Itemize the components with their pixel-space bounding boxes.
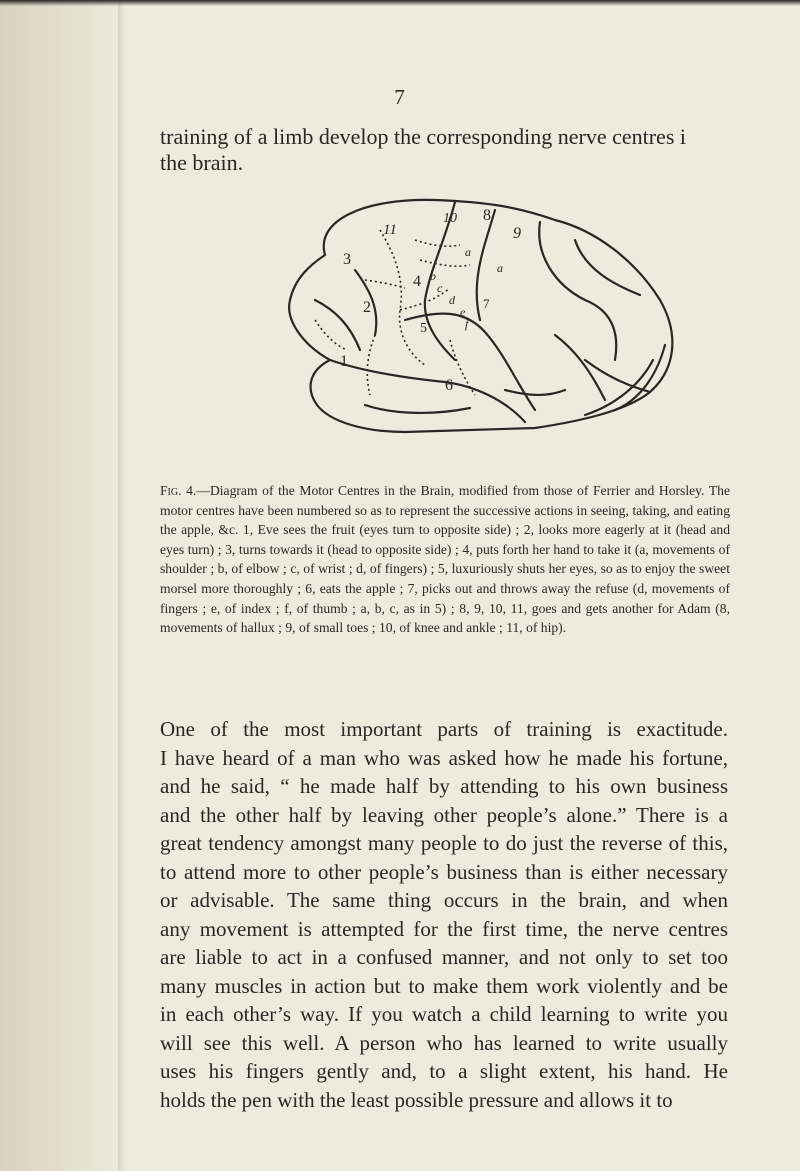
label-8: 8 <box>483 207 491 224</box>
label-10: 10 <box>443 211 457 226</box>
body-line: and he said, “ he made half by attending to his own business <box>160 774 728 798</box>
body-line: holds the pen with the least possible pressure and allows it to <box>160 1087 673 1112</box>
body-line: many muscles in action but to make them work violently and be <box>160 973 728 998</box>
label-a: a <box>465 245 471 259</box>
label-c: c <box>437 281 443 295</box>
caption-label: Fig. 4. <box>160 483 197 498</box>
label-7: 7 <box>483 296 490 311</box>
label-b: b <box>430 269 436 283</box>
body-line: uses his fingers gently and, to a slight extent, his hand. He <box>160 1059 728 1083</box>
body-line: any movement is attempted for the first time, the nerve centres <box>160 916 728 941</box>
body-line: One of the most important parts of training is exactitude. <box>160 717 728 741</box>
page-number: 7 <box>394 85 406 109</box>
label-d: d <box>449 293 455 307</box>
body-line: great tendency amongst many people to do just the reverse of this, <box>160 831 728 855</box>
label-e: e <box>460 305 466 319</box>
label-11: 11 <box>383 222 397 238</box>
page-edge <box>0 0 128 1171</box>
body-line: to attend more to other people’s business than is either necessary <box>160 859 728 884</box>
label-6: 6 <box>445 377 453 394</box>
opening-line-2: the brain. <box>160 150 244 175</box>
top-edge-shadow <box>0 0 800 6</box>
figure-caption <box>160 481 730 638</box>
brain-motor-centres-diagram <box>255 160 685 460</box>
label-f: f <box>465 317 469 331</box>
label-5: 5 <box>420 321 427 336</box>
body-line: I have heard of a man who was asked how he made his fortune, <box>160 745 728 770</box>
label-3: 3 <box>343 251 351 268</box>
spine-shadow <box>118 0 124 1171</box>
opening-line-1: training of a limb develop the corresponding nerve centres i <box>160 124 686 149</box>
caption-text: —Diagram of the Motor Centres in the Brain, modified from those of Ferrier and Horsley. The motor centres have been numbered so as to represent the successive actions in seeing, taking, and eating the apple, &c. 1, Eve sees the fruit (eyes turn to opposite side) ; 2, looks more eagerly at it (head and eyes turn) ; 3, turns towards it (head to opposite side) ; 4, puts forth her hand to take it (a, movements of shoulder ; b, of elbow ; c, of wrist ; d, of fingers) ; 5, luxuriously shuts her eyes, so as to enjoy the sweet morsel more thoroughly ; 6, eats the apple ; 7, picks out and throws away the refuse (d, movements of fingers ; e, of index ; f, of thumb ; a, b, c, as in 5) ; 8, 9, 10, 11, goes and gets another for Adam (8, movements of hallux ; 9, of small toes ; 10, of knee and ankle ; 11, of hip). <box>160 483 730 636</box>
brain-outline <box>289 200 672 432</box>
label-1: 1 <box>340 353 348 370</box>
body-line: in each other’s way. If you watch a child learning to write you <box>160 1002 728 1026</box>
label-a-second: a <box>497 261 503 275</box>
body-line: or advisable. The same thing occurs in the brain, and when <box>160 888 728 912</box>
label-2: 2 <box>363 299 371 316</box>
label-9: 9 <box>513 225 521 242</box>
body-line: will see this well. A person who has learned to write usually <box>160 1030 728 1055</box>
label-4: 4 <box>413 273 421 290</box>
body-line: and the other half by leaving other people’s alone.” There is a <box>160 802 728 827</box>
body-paragraph <box>160 715 728 1114</box>
body-line: are liable to act in a confused manner, and not only to set too <box>160 945 728 969</box>
